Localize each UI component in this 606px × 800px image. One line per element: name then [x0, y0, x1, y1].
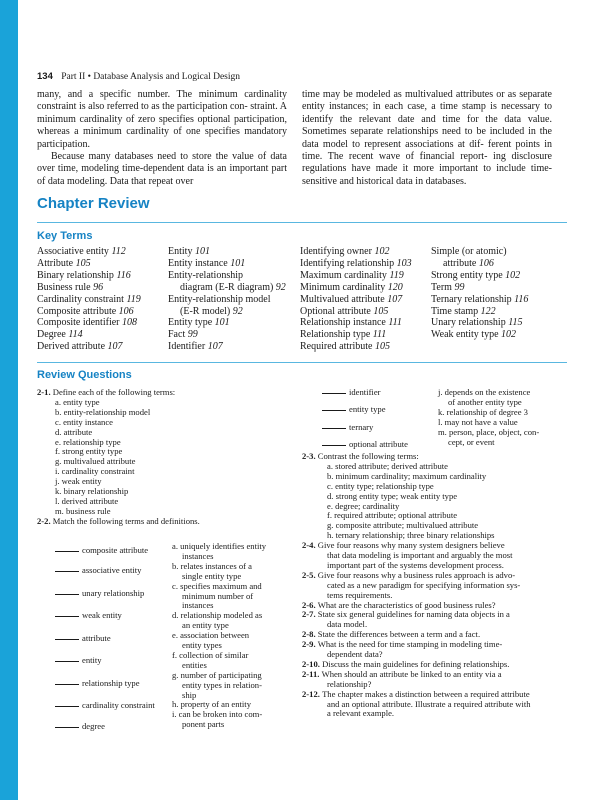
key-term — [168, 329, 286, 341]
key-term-page: 92 — [275, 281, 286, 293]
key-term-name: Identifier — [168, 341, 208, 353]
key-term-page: 119 — [126, 293, 141, 305]
key-term-name: attribute — [443, 257, 479, 269]
match-term — [55, 679, 140, 689]
review-questions-title: Review Questions — [37, 369, 132, 381]
match-definition-text: k. relationship of degree 3 — [438, 406, 528, 417]
key-term-name: Weak entity type — [431, 329, 502, 341]
match-definition — [448, 438, 495, 448]
key-term — [300, 294, 412, 306]
match-term-text: associative entity — [82, 565, 142, 575]
match-term-text: cardinality constraint — [82, 700, 155, 710]
question-item-text: e. degree; cardinality — [327, 500, 400, 511]
key-terms-column — [300, 246, 412, 353]
match-definition-text: of another entity type — [448, 396, 522, 407]
question-item-text: b. entity-relationship model — [55, 406, 151, 417]
key-term-name: Identifying owner — [300, 246, 375, 257]
key-term — [300, 341, 412, 353]
key-term-name: Entity type — [168, 317, 215, 329]
match-term — [322, 405, 386, 415]
key-term-page: 107 — [387, 293, 403, 305]
match-definition-text: cept, or event — [448, 436, 495, 447]
intro-text-left — [37, 89, 287, 188]
question-number: 2-6. — [302, 599, 318, 610]
key-term-page: 122 — [480, 305, 496, 317]
match-definition-text: ship — [182, 689, 197, 700]
key-term — [300, 258, 412, 270]
question-number: 2-12. — [302, 688, 323, 699]
question-text: The chapter makes a distinction between a required attribute — [322, 688, 530, 699]
chapter-color-bar — [0, 0, 18, 800]
intro-paragraph: Because many databases need to store the value of data over time, modeling time-dependent data is an important part of data modeling. Data that repeat over — [37, 151, 287, 187]
key-terms-column — [431, 246, 528, 341]
divider-line — [37, 222, 567, 223]
key-term-name: Optional attribute — [300, 305, 374, 317]
key-term-page: 107 — [107, 341, 123, 353]
key-term-page: 111 — [388, 317, 402, 329]
question-item-text: a. entity type — [55, 396, 100, 407]
match-term-text: degree — [82, 721, 105, 731]
key-term-page: 96 — [93, 281, 104, 293]
running-header — [37, 71, 240, 82]
match-term-text: entity — [82, 655, 102, 665]
match-term — [55, 656, 102, 666]
key-term-page: 105 — [373, 305, 389, 317]
key-term — [431, 258, 528, 270]
key-term-name: Entity instance — [168, 257, 231, 269]
question-text: tems requirements. — [327, 589, 393, 600]
key-term-page: 92 — [232, 305, 243, 317]
key-term-name: Cardinality constraint — [37, 293, 127, 305]
match-term — [322, 440, 408, 450]
intro-paragraph: time may be modeled as multivalued attributes or as separate entity instances; in each case, a time stamp is necessary to identify the relevant date and time for the data value. Sometimes separate relationships need to be included in the data model to represent associations at dif- ferent points in time. The recent wave of financial report- ing disclosure regulations have made it more important to include time-sensitive and historical data in databases. — [302, 89, 552, 187]
answer-blank — [322, 445, 346, 446]
question-number: 2-8. — [302, 629, 318, 640]
question-item-text: m. business rule — [55, 505, 111, 516]
answer-blank — [55, 571, 79, 572]
match-term — [55, 634, 111, 644]
match-term-text: composite attribute — [82, 545, 149, 555]
key-term-page: 99 — [454, 281, 465, 293]
key-term-page: 108 — [122, 317, 137, 329]
question-text: relationship? — [327, 678, 372, 689]
match-term-text: relationship type — [82, 678, 140, 688]
question-item-text: g. composite attribute; multivalued attribute — [327, 520, 479, 531]
key-term-page: 101 — [194, 246, 210, 257]
question-number: 2-5. — [302, 569, 318, 580]
key-terms-title: Key Terms — [37, 230, 93, 242]
answer-blank — [322, 428, 346, 429]
match-definition-text: ponent parts — [182, 719, 225, 730]
match-definition-text: instances — [182, 600, 214, 611]
key-term-name: (E-R model) — [180, 305, 233, 317]
key-term — [37, 317, 141, 329]
key-term-page: 101 — [230, 257, 246, 269]
match-term — [55, 546, 148, 556]
question-item-text: l. derived attribute — [55, 495, 119, 506]
answer-blank — [55, 706, 79, 707]
question — [327, 709, 394, 719]
key-term-name: Attribute — [37, 257, 76, 269]
key-term — [431, 270, 528, 282]
question-item-text: i. cardinality constraint — [55, 466, 135, 477]
match-definition-text: j. depends on the existence — [438, 387, 531, 397]
question-number: 2-4. — [302, 540, 318, 551]
key-term — [300, 282, 412, 294]
question-number: 2-3. — [302, 451, 318, 461]
question-number: 2-7. — [302, 609, 318, 620]
question-item-text: g. multivalued attribute — [55, 456, 136, 467]
key-term-page: 105 — [374, 341, 390, 353]
question-item-text: d. strong entity type; weak entity type — [327, 490, 458, 501]
key-term-page: 112 — [111, 246, 126, 257]
key-term-page: 116 — [514, 293, 529, 305]
answer-blank — [55, 616, 79, 617]
match-definition-text: entity types in relation- — [182, 679, 262, 690]
match-term — [55, 611, 122, 621]
question-item-text: e. relationship type — [55, 436, 121, 447]
question-item-text: f. required attribute; optional attribute — [327, 510, 458, 521]
divider-line — [37, 362, 567, 363]
key-term-name: Unary relationship — [431, 317, 509, 329]
key-term-name: Fact — [168, 329, 188, 341]
key-term — [37, 294, 141, 306]
key-term — [300, 270, 412, 282]
key-term — [37, 282, 141, 294]
question-text: Give four reasons why many system designers believe — [317, 540, 505, 551]
key-term-name: diagram (E-R diagram) — [180, 281, 276, 293]
key-term-page: 99 — [187, 329, 198, 341]
key-term — [431, 317, 528, 329]
match-definition-text: entities — [182, 659, 207, 670]
key-term — [37, 329, 141, 341]
question-item-text: c. entity type; relationship type — [327, 480, 434, 491]
key-term — [300, 329, 412, 341]
match-term — [322, 423, 373, 433]
key-term — [168, 306, 286, 318]
answer-blank — [55, 639, 79, 640]
question-number: 2-9. — [302, 639, 318, 650]
key-term-name: Business rule — [37, 281, 94, 293]
question-number: 2-10. — [302, 658, 323, 669]
question-item-text: d. attribute — [55, 426, 93, 437]
key-term — [168, 294, 286, 306]
match-definition-text: minimum number of — [182, 590, 254, 601]
key-term — [431, 306, 528, 318]
question-text: a relevant example. — [327, 708, 395, 719]
key-terms-column — [37, 246, 141, 353]
key-term-name: Composite identifier — [37, 317, 122, 329]
match-term — [55, 722, 105, 732]
key-term — [168, 270, 286, 282]
answer-blank — [55, 551, 79, 552]
match-definition-text: c. specifies maximum and — [172, 580, 262, 591]
key-term-name: Multivalued attribute — [300, 293, 388, 305]
key-term-page: 102 — [501, 329, 517, 341]
key-term-name: Identifying relationship — [300, 257, 397, 269]
key-term — [37, 341, 141, 353]
key-term — [37, 246, 141, 258]
match-term — [55, 566, 141, 576]
match-term-text: ternary — [349, 422, 374, 432]
intro-paragraph: many, and a specific number. The minimum cardinality constraint is also referred to as the participation con- straint. A minimum cardinality of zero specifies optional participation, whereas a minimum cardinality of one specifies mandatory participation. — [37, 89, 287, 150]
question-text: Match the following terms and definitions. — [52, 515, 200, 526]
question-text: What is the need for time stamping in modeling time- — [317, 639, 503, 650]
key-term — [37, 306, 141, 318]
intro-text-right — [302, 89, 552, 188]
answer-blank — [55, 594, 79, 595]
question-item-text: j. weak entity — [55, 476, 102, 487]
match-definition-text: b. relates instances of a — [172, 560, 252, 571]
key-term-name: Entity-relationship — [168, 269, 243, 281]
key-term-page: 105 — [75, 257, 91, 269]
question-number: 2-2. — [37, 515, 53, 526]
key-term-page: 111 — [372, 329, 387, 341]
question-item-text: h. ternary relationship; three binary relationships — [327, 530, 495, 541]
match-definition-text: m. person, place, object, con- — [438, 426, 540, 437]
question-text: State the differences between a term and a fact. — [317, 629, 481, 640]
key-term-page: 119 — [389, 269, 404, 281]
question-item-text: c. entity instance — [55, 416, 113, 427]
question-item-text: a. stored attribute; derived attribute — [327, 460, 448, 471]
match-definition — [182, 720, 224, 730]
running-title: Part II • Database Analysis and Logical Design — [61, 72, 240, 82]
question-text: and an optional attribute. Illustrate a required attribute with — [327, 698, 531, 709]
question-item-text: b. minimum cardinality; maximum cardinality — [327, 470, 487, 481]
key-term-page: 101 — [214, 317, 230, 329]
question-text: What are the characteristics of good business rules? — [317, 599, 496, 610]
key-term-name: Degree — [37, 329, 69, 341]
match-definition-text: an entity type — [182, 620, 229, 631]
match-term-text: attribute — [82, 633, 111, 643]
key-term-name: Strong entity type — [431, 269, 506, 281]
key-term-name: Time stamp — [431, 305, 481, 317]
key-term-page: 107 — [207, 341, 223, 353]
key-term-page: 116 — [116, 269, 131, 281]
key-terms-column — [168, 246, 286, 353]
match-definition-text: h. property of an entity — [172, 699, 251, 710]
question-item-text: k. binary relationship — [55, 486, 129, 496]
question-text: Discuss the main guidelines for defining relationships. — [322, 658, 510, 669]
question-text: Give four reasons why a business rules approach is advo- — [317, 569, 516, 580]
question-text: dependent data? — [327, 649, 383, 659]
key-term-name: Ternary relationship — [431, 293, 515, 305]
key-term-name: Binary relationship — [37, 269, 117, 281]
key-term-page: 114 — [68, 329, 83, 341]
match-term — [55, 589, 144, 599]
match-definition-text: i. can be broken into com- — [172, 709, 263, 720]
question-text: State six general guidelines for naming data objects in a — [317, 609, 510, 620]
key-term — [168, 246, 286, 258]
key-term — [300, 317, 412, 329]
key-term — [168, 282, 286, 294]
key-term — [431, 329, 528, 341]
key-term-name: Maximum cardinality — [300, 269, 390, 281]
match-term — [322, 388, 381, 398]
match-definition-text: single entity type — [182, 570, 242, 581]
match-term-text: entity type — [349, 404, 386, 414]
match-definition-text: f. collection of similar — [172, 649, 249, 660]
match-term-text: weak entity — [82, 610, 122, 620]
question-text: When should an attribute be linked to an entity via a — [321, 668, 502, 679]
key-term — [300, 246, 412, 258]
match-definition-text: entity types — [182, 640, 222, 650]
question-number: 2-1. — [37, 387, 53, 397]
key-term — [431, 282, 528, 294]
answer-blank — [55, 684, 79, 685]
key-term-name: Minimum cardinality — [300, 281, 388, 293]
key-term — [37, 258, 141, 270]
key-term-page: 106 — [478, 257, 494, 269]
key-term-name: Relationship type — [300, 329, 373, 341]
answer-blank — [55, 661, 79, 662]
match-definition-text: a. uniquely identifies entity — [172, 541, 267, 551]
key-term — [37, 270, 141, 282]
match-term-text: optional attribute — [349, 439, 408, 449]
answer-blank — [322, 393, 346, 394]
key-term-page: 102 — [374, 246, 390, 257]
question-text: cated as a new paradigm for specifying information sys- — [327, 579, 521, 590]
key-term-name: Term — [431, 281, 455, 293]
key-term — [431, 246, 528, 258]
question-item-text: f. strong entity type — [55, 446, 123, 457]
key-term-name: Simple (or atomic) — [431, 246, 507, 257]
chapter-review-title: Chapter Review — [37, 195, 150, 212]
key-term — [431, 294, 528, 306]
match-definition-text: instances — [182, 550, 214, 561]
key-term-name: Relationship instance — [300, 317, 389, 329]
key-term — [300, 306, 412, 318]
answer-blank — [322, 410, 346, 411]
question-text: Contrast the following terms: — [317, 451, 419, 461]
key-term-page: 103 — [396, 257, 412, 269]
match-definition-text: d. relationship modeled as — [172, 610, 263, 621]
question-text: that data modeling is important and arguably the most — [327, 550, 513, 560]
key-term-page: 106 — [118, 305, 134, 317]
match-definition-text: g. number of participating — [172, 669, 262, 680]
key-term-name: Entity — [168, 246, 195, 257]
key-term-name: Derived attribute — [37, 341, 108, 353]
match-definition-text: l. may not have a value — [438, 416, 518, 427]
key-term-page: 120 — [387, 281, 403, 293]
page-number: 134 — [37, 71, 53, 82]
key-term-name: Required attribute — [300, 341, 375, 353]
question — [37, 517, 200, 527]
key-term-name: Associative entity — [37, 246, 112, 257]
question-text: important part of the systems development process. — [327, 559, 504, 570]
key-term — [168, 317, 286, 329]
key-term-name: Composite attribute — [37, 305, 119, 317]
question-text: Define each of the following terms: — [52, 387, 176, 397]
key-term — [168, 341, 286, 353]
key-term-name: Entity-relationship model — [168, 293, 271, 305]
question-number: 2-11. — [302, 668, 322, 679]
key-term-page: 115 — [508, 317, 523, 329]
match-definition-text: e. association between — [172, 630, 250, 641]
key-term — [168, 258, 286, 270]
match-term-text: identifier — [349, 387, 381, 397]
match-term-text: unary relationship — [82, 588, 145, 598]
question-text: data model. — [327, 619, 368, 630]
key-term-page: 102 — [505, 269, 521, 281]
answer-blank — [55, 727, 79, 728]
match-term — [55, 701, 155, 711]
